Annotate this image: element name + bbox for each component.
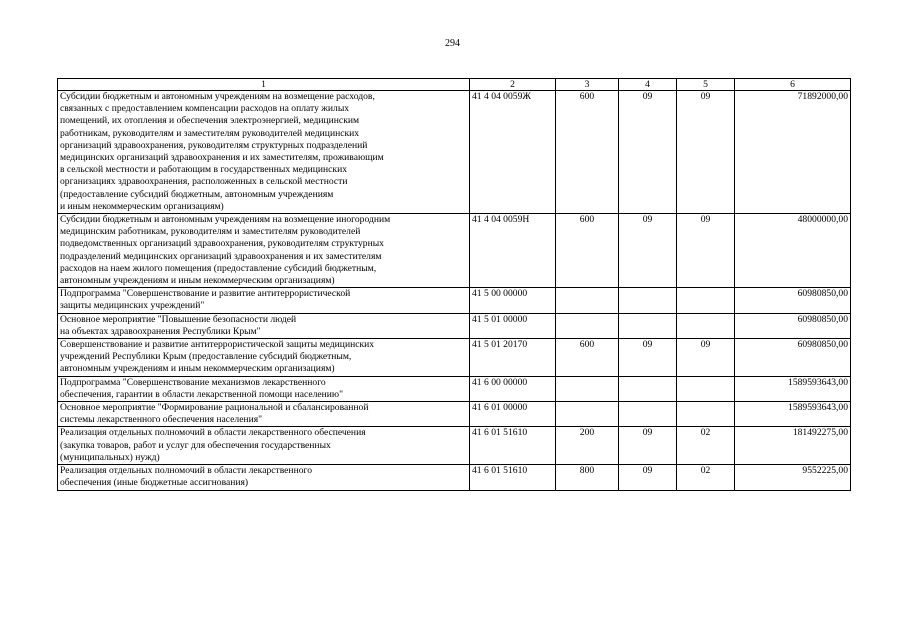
row-col4 [619, 313, 677, 338]
row-amount: 9552225,00 [735, 465, 851, 490]
row-col4: 09 [619, 465, 677, 490]
row-code: 41 6 00 00000 [470, 376, 556, 401]
row-col3: 600 [556, 91, 619, 214]
table-row [58, 288, 851, 313]
header-col-1: 1 [58, 79, 470, 91]
row-name: Основное мероприятие "Формирование рациональной и сбалансированной системы лекарственного обеспечения населения" [58, 402, 470, 427]
header-col-2: 2 [470, 79, 556, 91]
row-code: 41 6 01 00000 [470, 402, 556, 427]
row-amount: 181492275,00 [735, 427, 851, 465]
row-col3: 600 [556, 339, 619, 377]
row-col4 [619, 376, 677, 401]
row-code: 41 6 01 51610 [470, 465, 556, 490]
row-code: 41 4 04 0059Н [470, 214, 556, 288]
header-col-3: 3 [556, 79, 619, 91]
row-amount: 60980850,00 [735, 313, 851, 338]
row-col4 [619, 402, 677, 427]
row-col4: 09 [619, 339, 677, 377]
row-col4: 09 [619, 214, 677, 288]
row-col3: 800 [556, 465, 619, 490]
row-col3: 600 [556, 214, 619, 288]
row-name: Основное мероприятие "Повышение безопасности людей на объектах здравоохранения Республики Крым" [58, 313, 470, 338]
row-col4 [619, 288, 677, 313]
row-amount: 71892000,00 [735, 91, 851, 214]
row-col4: 09 [619, 91, 677, 214]
row-code: 41 6 01 51610 [470, 427, 556, 465]
table-row [58, 339, 851, 377]
row-name: Подпрограмма "Совершенствование механизмов лекарственного обеспечения, гарантии в области лекарственной помощи населению" [58, 376, 470, 401]
row-name: Подпрограмма "Совершенствование и развитие антитеррористической защиты медицинских учреждений" [58, 288, 470, 313]
row-col3 [556, 288, 619, 313]
table-row [58, 214, 851, 288]
row-col3: 200 [556, 427, 619, 465]
row-name: Совершенствование и развитие антитеррористической защиты медицинских учреждений Республики Крым (предоставление субсидий бюджетным, автономным учреждениям и иным некоммерческим организациям) [58, 339, 470, 377]
row-amount: 60980850,00 [735, 288, 851, 313]
row-col5 [677, 402, 735, 427]
row-code: 41 5 00 00000 [470, 288, 556, 313]
row-name: Реализация отдельных полномочий в области лекарственного обеспечения (закупка товаров, работ и услуг для обеспечения государственных (муниципальных) нужд) [58, 427, 470, 465]
header-col-6: 6 [735, 79, 851, 91]
row-amount: 48000000,00 [735, 214, 851, 288]
row-name: Субсидии бюджетным и автономным учреждениям на возмещение иногородним медицинским работникам, руководителям и заместителям руководителей подведомственных организаций здравоохранения, руководителям структурных подразделений медицинских организаций здравоохранения и их заместителям расходов на наем жилого помещения (предоставление субсидий бюджетным, автономным учреждениям и иным некоммерческим организациям) [58, 214, 470, 288]
table-row [58, 313, 851, 338]
row-amount: 60980850,00 [735, 339, 851, 377]
row-col3 [556, 376, 619, 401]
table-row [58, 427, 851, 465]
table-row [58, 376, 851, 401]
row-col3 [556, 402, 619, 427]
header-col-5: 5 [677, 79, 735, 91]
row-name: Реализация отдельных полномочий в области лекарственного обеспечения (иные бюджетные ассигнования) [58, 465, 470, 490]
budget-table [57, 78, 851, 491]
row-name: Субсидии бюджетным и автономным учреждениям на возмещение расходов, связанных с предоставлением компенсации расходов на оплату жилых помещений, их отопления и обеспечения электроэнергией, медицинским работникам, руководителям и заместителям руководителей медицинских организаций здравоохранения, руководителям структурных подразделений медицинских организаций здравоохранения и их заместителям, проживающим в сельской местности и работающим в государственных медицинских организациях здравоохранения, расположенных в сельской местности (предоставление субсидий бюджетным, автономным учреждениям и иным некоммерческим организациям) [58, 91, 470, 214]
row-col5 [677, 376, 735, 401]
row-col5 [677, 288, 735, 313]
row-col3 [556, 313, 619, 338]
row-col5: 09 [677, 339, 735, 377]
row-amount: 1589593643,00 [735, 376, 851, 401]
page-number: 294 [445, 38, 460, 49]
row-code: 41 4 04 0059Ж [470, 91, 556, 214]
header-col-4: 4 [619, 79, 677, 91]
table-row [58, 402, 851, 427]
row-amount: 1589593643,00 [735, 402, 851, 427]
row-code: 41 5 01 00000 [470, 313, 556, 338]
row-col5: 09 [677, 214, 735, 288]
table-row [58, 465, 851, 490]
row-col4: 09 [619, 427, 677, 465]
row-col5: 02 [677, 465, 735, 490]
table-header-row [58, 79, 851, 91]
table-row [58, 91, 851, 214]
row-col5: 09 [677, 91, 735, 214]
row-col5 [677, 313, 735, 338]
row-col5: 02 [677, 427, 735, 465]
row-code: 41 5 01 20170 [470, 339, 556, 377]
